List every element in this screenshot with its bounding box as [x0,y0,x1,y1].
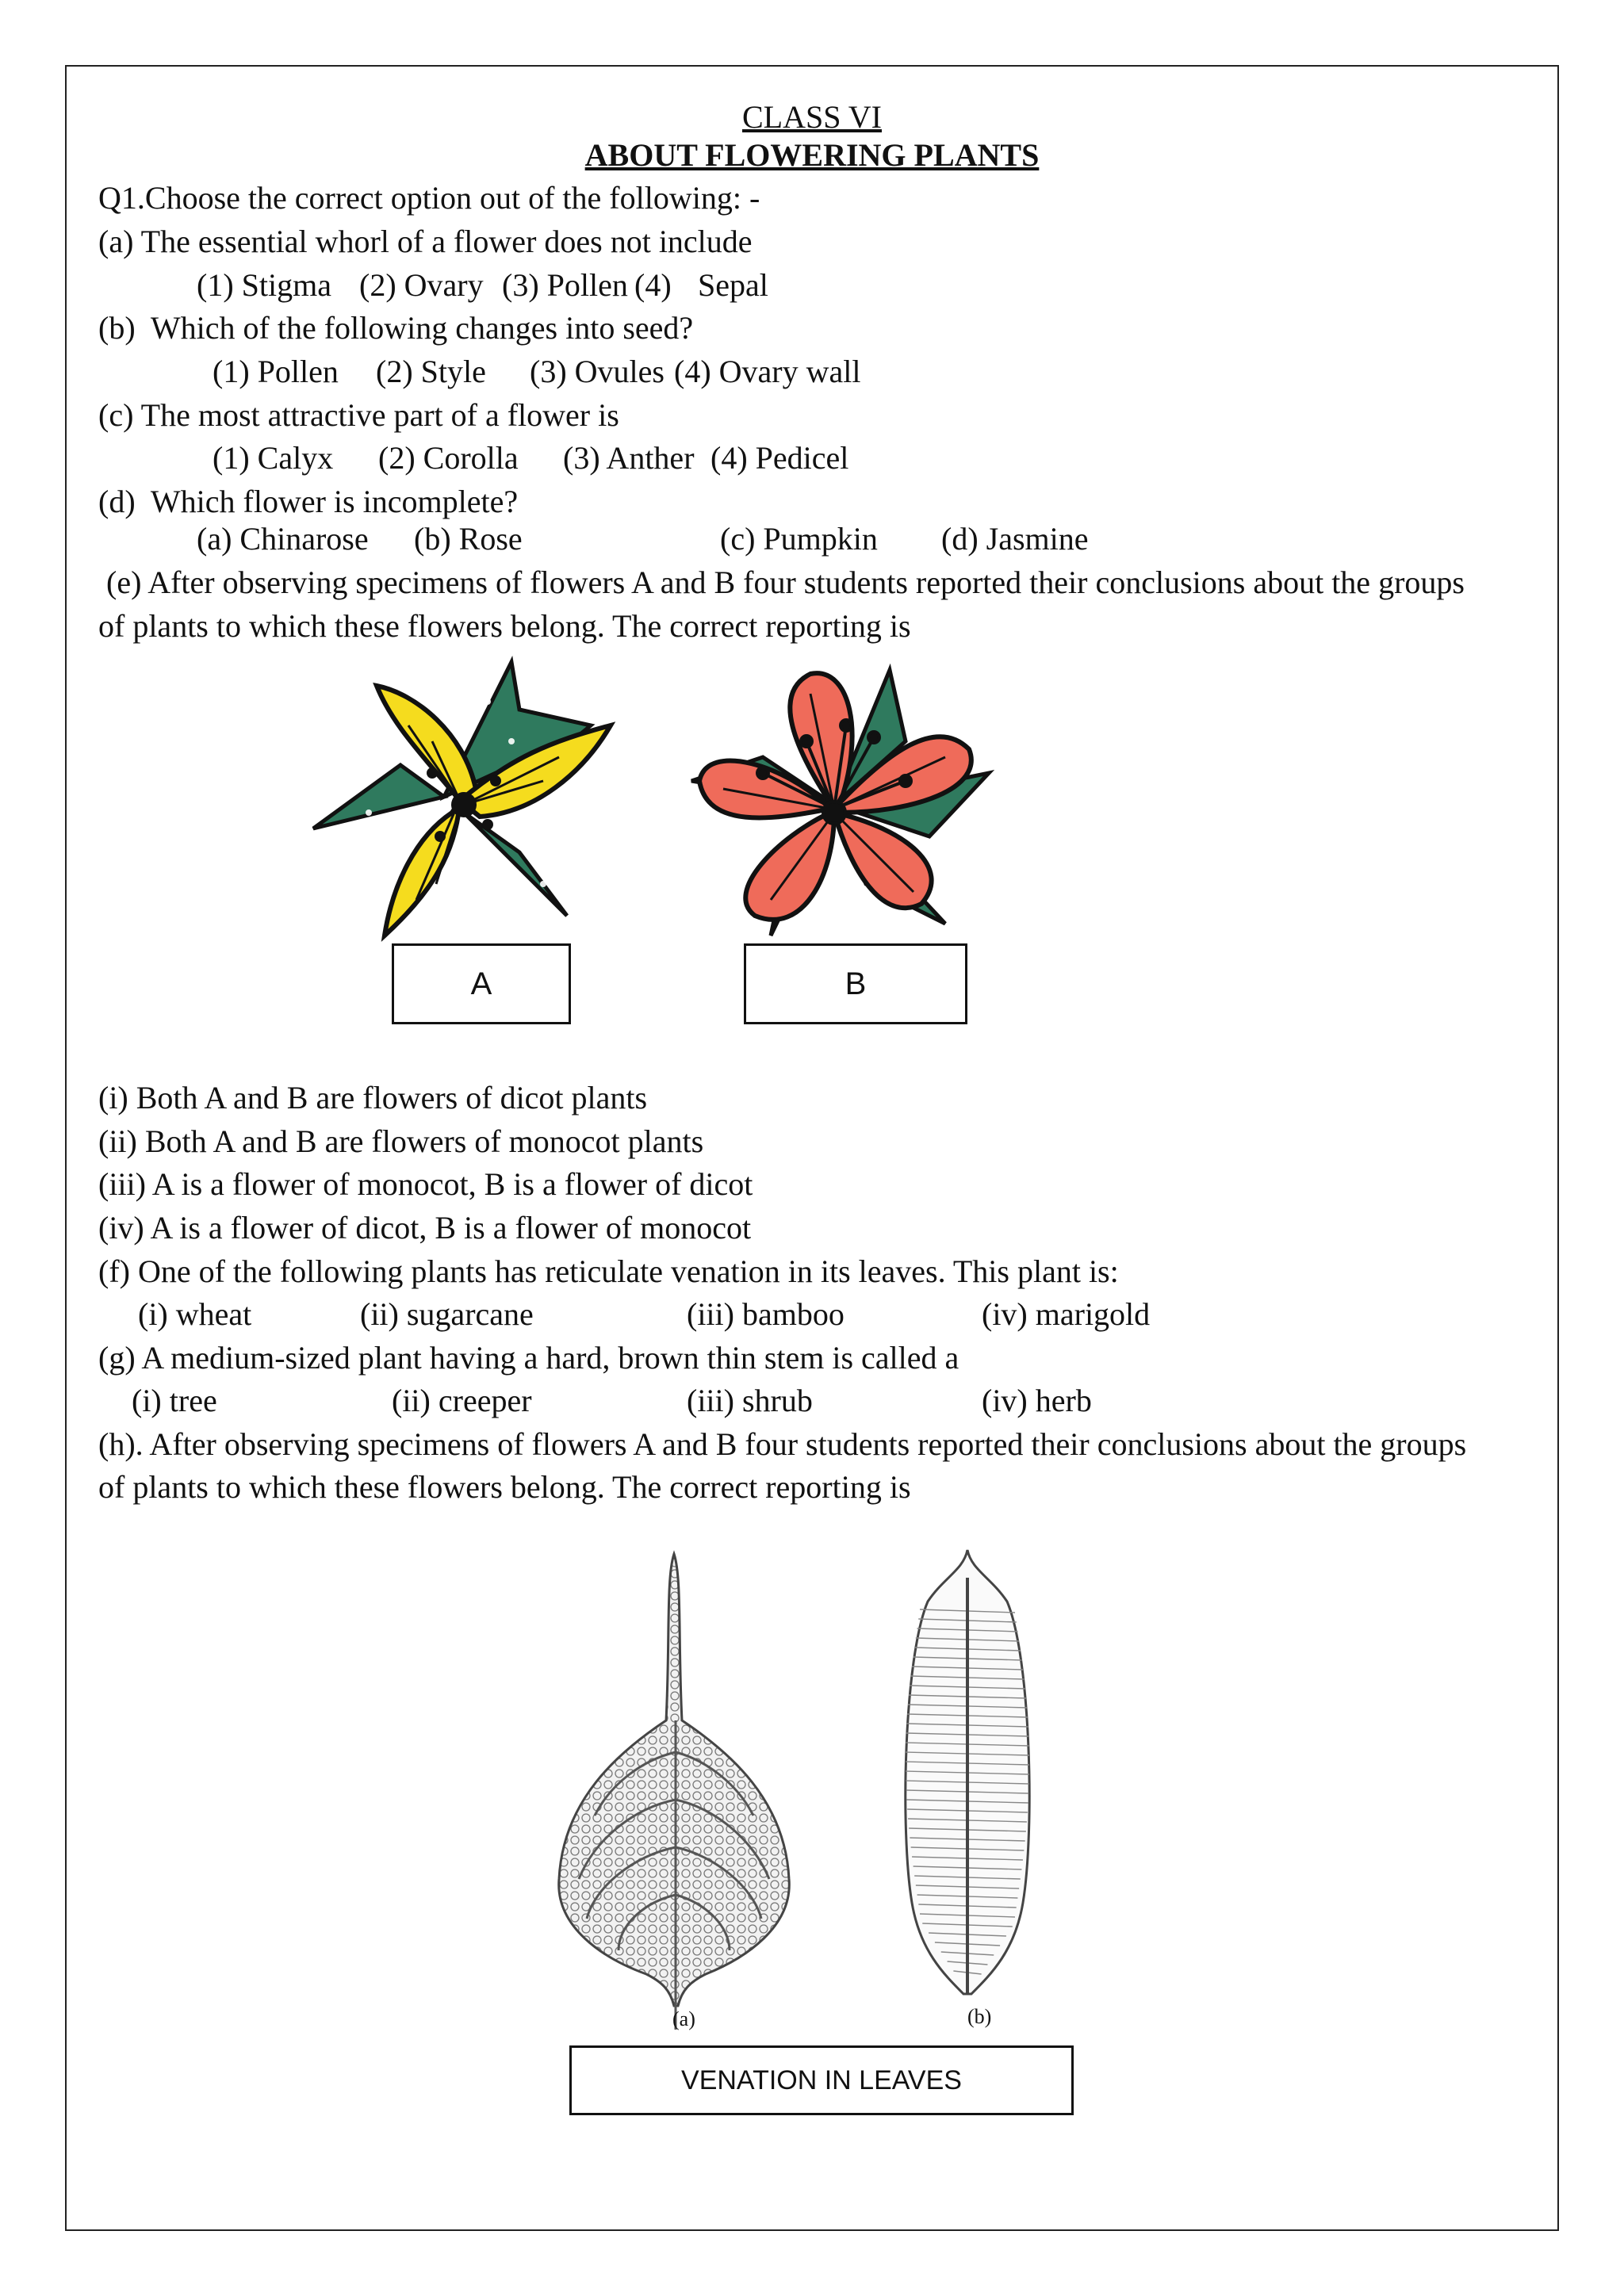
option-f1: (i) wheat [138,1296,252,1332]
question-g: (g) A medium-sized plant having a hard, brown thin stem is called a [98,1340,959,1376]
option-a4-number: (4) [634,267,672,303]
question-f: (f) One of the following plants has reticulate venation in its leaves. This plant is: [98,1253,1119,1289]
venation-figure-label: VENATION IN LEAVES [569,2045,1074,2115]
chapter-title: ABOUT FLOWERING PLANTS [584,137,1040,173]
question-h-line2: of plants to which these flowers belong. The correct reporting is [98,1469,911,1505]
option-a4: Sepal [698,267,768,303]
leaf-b-parallel-illustration [896,1546,1039,2006]
leaf-a-caption: (a) [672,2007,695,2030]
question-e-line1: (e) After observing specimens of flowers A and B four students reported their conclusions about the groups [98,564,1465,600]
question-d: (d) Which flower is incomplete? [98,484,519,519]
option-d2: (b) Rose [414,521,523,557]
option-e-iv: (iv) A is a flower of dicot, B is a flower of monocot [98,1210,752,1246]
option-b1: (1) Pollen [213,354,339,389]
option-c4: (4) Pedicel [710,440,849,476]
option-b2: (2) Style [376,354,486,389]
option-f3: (iii) bamboo [687,1296,845,1332]
option-g3: (iii) shrub [687,1383,813,1418]
question-c: (c) The most attractive part of a flower is [98,397,619,433]
option-e-ii: (ii) Both A and B are flowers of monocot plants [98,1123,704,1159]
option-e-i: (i) Both A and B are flowers of dicot plants [98,1080,648,1115]
option-c3: (3) Anther [563,440,695,476]
flower-a-label: A [392,943,571,1024]
class-title: CLASS VI [742,99,882,135]
leaf-b-caption: (b) [967,2005,992,2028]
option-g4: (iv) herb [982,1383,1092,1418]
flower-b-label: B [744,943,967,1024]
option-c1: (1) Calyx [213,440,334,476]
option-b3: (3) Ovules [530,354,665,389]
question-h-line1: (h). After observing specimens of flowers A and B four students reported their conclusions about the groups [98,1426,1467,1462]
option-a2: (2) Ovary [359,267,484,303]
option-d4: (d) Jasmine [941,521,1089,557]
flower-b-illustration [676,662,1001,943]
q1-intro: Q1.Choose the correct option out of the following: - [98,180,760,216]
leaf-a-reticulate-illustration [547,1546,801,2038]
question-e-line2: of plants to which these flowers belong. The correct reporting is [98,608,911,644]
option-a1: (1) Stigma [197,267,331,303]
option-f4: (iv) marigold [982,1296,1151,1332]
option-e-iii: (iii) A is a flower of monocot, B is a flower of dicot [98,1166,753,1202]
option-a3: (3) Pollen [502,267,628,303]
option-c2: (2) Corolla [378,440,519,476]
option-b4: (4) Ovary wall [674,354,861,389]
question-a: (a) The essential whorl of a flower does not include [98,224,753,259]
option-d3: (c) Pumpkin [720,521,878,557]
option-g2: (ii) creeper [392,1383,532,1418]
question-b: (b) Which of the following changes into seed? [98,310,694,346]
flower-a-illustration [305,654,622,943]
option-g1: (i) tree [132,1383,217,1418]
option-d1: (a) Chinarose [197,521,369,557]
option-f2: (ii) sugarcane [360,1296,534,1332]
